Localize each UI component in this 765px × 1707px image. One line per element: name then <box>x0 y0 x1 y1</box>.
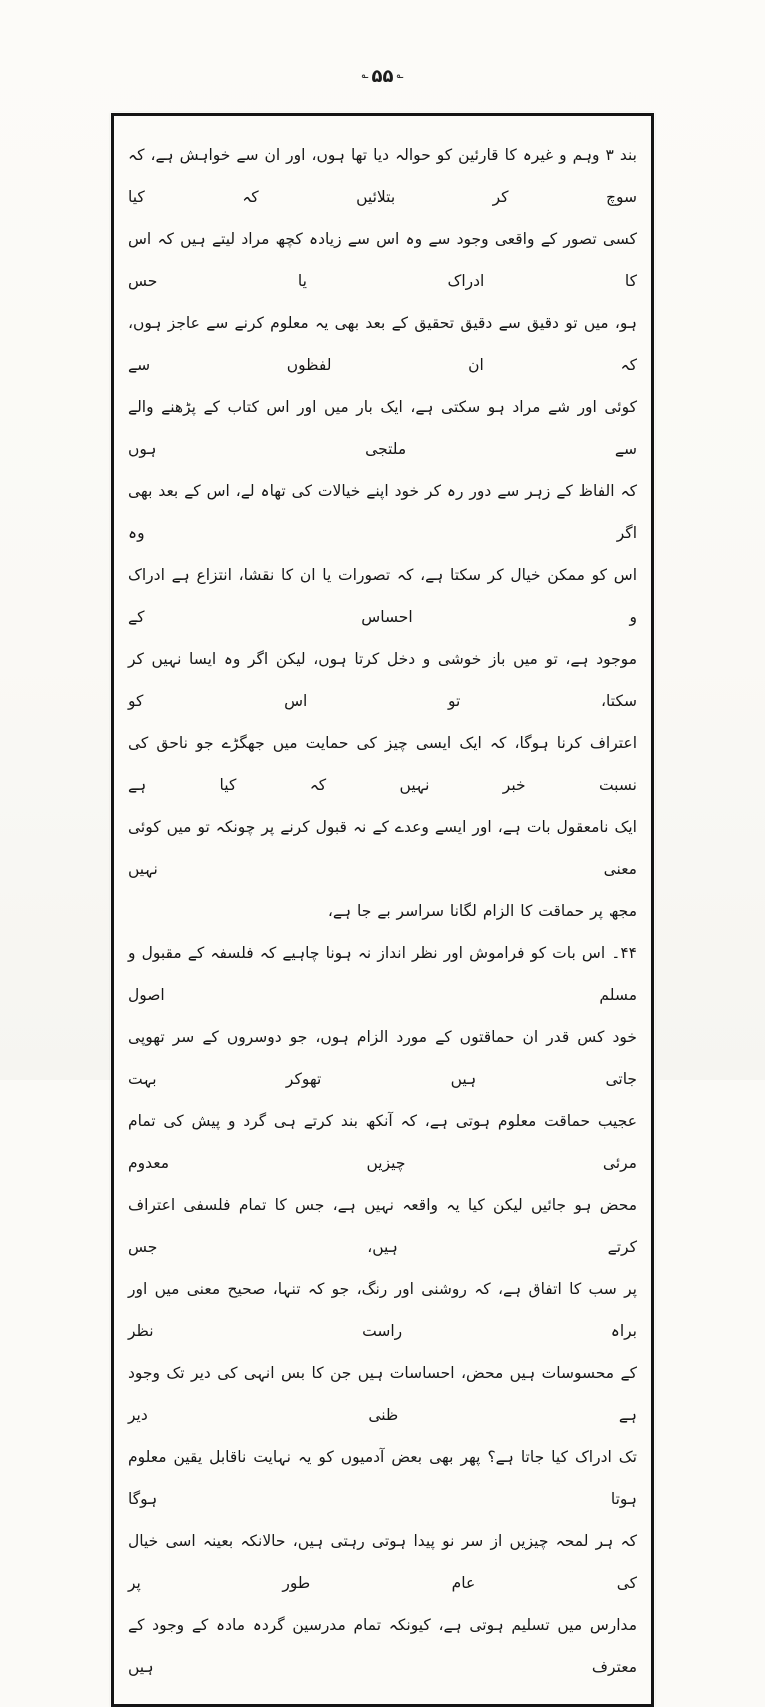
page-number-value: ۵۵ <box>371 66 394 87</box>
page-number-flourish-left: ؎ <box>361 67 369 81</box>
text-line: مجھ پر حماقت کا الزام لگانا سراسر بے جا ہے، <box>327 902 637 920</box>
text-frame <box>111 113 654 1707</box>
text-line: محض ہو جائیں لیکن کیا یہ واقعہ نہیں ہے، جس کا تمام فلسفی اعتراف کرتے ہیں، جس <box>128 1196 637 1256</box>
text-line: ہو، میں تو دقیق سے دقیق تحقیق کے بعد بھی یہ معلوم کرنے سے عاجز ہوں، کہ ان لفظوں سے <box>128 314 637 374</box>
text-line: کہ ہر لمحہ چیزیں از سر نو پیدا ہوتی رہتی ہیں، حالانکہ بعینہ اسی خیال کی عام طور پر <box>128 1532 637 1592</box>
text-line: عجیب حماقت معلوم ہوتی ہے، کہ آنکھ بند کرتے ہی گرد و پیش کی تمام مرئی چیزیں معدوم <box>128 1112 637 1172</box>
text-line: کوئی اور شے مراد ہو سکتی ہے، ایک بار میں اور اس کتاب کے پڑھنے والے سے ملتجی ہوں <box>128 398 637 458</box>
text-line: پر سب کا اتفاق ہے، کہ روشنی اور رنگ، جو کہ تنہا، صحیح معنی میں اور براہ راست نظر <box>128 1280 637 1340</box>
text-line: ۴۴۔ اس بات کو فراموش اور نظر انداز نہ ہونا چاہیے کہ فلسفہ کے مقبول و مسلم اصول <box>128 944 637 1004</box>
text-line: کے محسوسات ہیں محض، احساسات ہیں جن کا بس انہی کی دیر تک وجود ہے ظنی دیر <box>128 1364 637 1424</box>
text-line: موجود ہے، تو میں باز خوشی و دخل کرتا ہوں، لیکن اگر وہ ایسا نہیں کر سکتا، تو اس کو <box>128 650 637 710</box>
text-line: بند ۳ وہم و غیرہ کا قارئین کو حوالہ دیا تھا ہوں، اور ان سے خواہش ہے، کہ سوچ کر بتلائیں کہ کیا <box>128 146 637 206</box>
paragraph-1 <box>128 134 637 932</box>
text-line: کسی تصور کے واقعی وجود سے وہ اس سے زیادہ کچھ مراد لیتے ہیں کہ اس کا ادراک یا حس <box>128 230 637 290</box>
page-number-flourish-right: ؎ <box>396 67 404 81</box>
text-line: کہ الفاظ کے زہر سے دور رہ کر خود اپنے خیالات کی تھاہ لے، اس کے بعد بھی اگر وہ <box>128 482 637 542</box>
text-line: تک ادراک کیا جاتا ہے؟ پھر بھی بعض آدمیوں کو یہ نہایت ناقابل یقین معلوم ہوتا ہوگا <box>128 1448 637 1508</box>
page-number <box>0 0 765 87</box>
text-line: مدارس میں تسلیم ہوتی ہے، کیونکہ تمام مدرسین گردہ مادہ کے وجود کے معترف ہیں <box>128 1616 637 1676</box>
text-line: اعتراف کرنا ہوگا، کہ ایک ایسی چیز کی حمایت میں جھگڑے جو ناحق کی نسبت خبر نہیں کہ کیا ہے <box>128 734 637 794</box>
text-line: ایک نامعقول بات ہے، اور ایسے وعدے کے نہ قبول کرنے پر چونکہ تو میں کوئی معنی نہیں <box>128 818 637 878</box>
paragraph-2 <box>128 932 637 1688</box>
text-line: اس کو ممکن خیال کر سکتا ہے، کہ تصورات یا ان کا نقشا، انتزاع ہے ادراک و احساس کے <box>128 566 637 626</box>
text-line: خود کس قدر ان حماقتوں کے مورد الزام ہوں، جو دوسروں کے سر تھوپی جاتی ہیں تھوکر بہت <box>128 1028 637 1088</box>
